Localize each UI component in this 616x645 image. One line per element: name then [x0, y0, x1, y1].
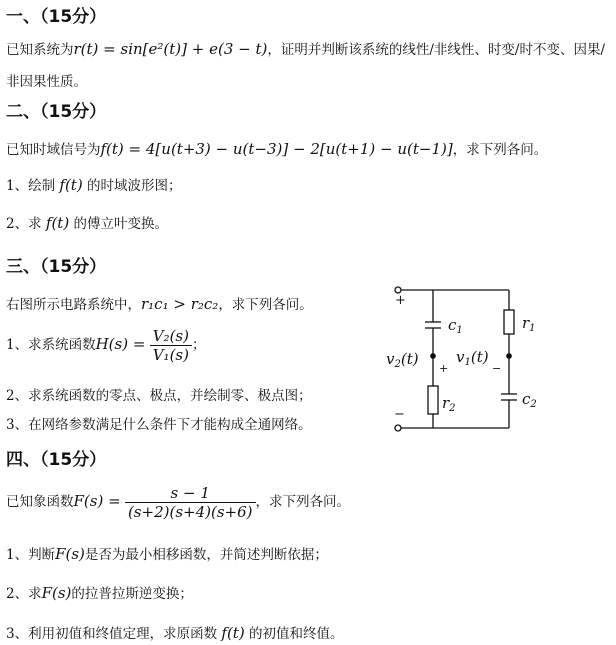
- r2-resistor: [428, 386, 438, 414]
- q2-item-1: [6, 174, 181, 194]
- q3-item1-prefix: 1、求系统函数: [6, 337, 96, 353]
- q2-item1-prefix: 1、绘制: [6, 178, 56, 194]
- circuit-diagram: [380, 282, 540, 442]
- q4-item2-prefix: 2、求: [6, 586, 42, 602]
- q4-item-3: [6, 622, 343, 642]
- q3-transfer-fraction: [150, 327, 192, 364]
- q4-item3-prefix: 3、利用初值和终值定理，求原函数: [6, 626, 218, 642]
- q2-item2-suffix: 的傅立叶变换。: [73, 216, 168, 232]
- q2-item-2: [6, 212, 168, 232]
- q3-item1-lhs: H(s) =: [95, 335, 146, 353]
- q1-heading: 一、（15分）: [6, 7, 107, 27]
- q2-heading: 二、（15分）: [6, 102, 107, 122]
- q3-fraction-denominator: V₁(s): [152, 346, 189, 364]
- v1-minus-label: −: [492, 362, 502, 375]
- q3-item-2: 2、求系统函数的零点、极点，并绘制零、极点图；: [6, 388, 312, 404]
- q2-formula: f(t) = 4[u(t+3) − u(t−3)] − 2[u(t+1) − u(t−1)]: [100, 140, 453, 158]
- q3-intro: 右图所示电路系统中，: [6, 297, 141, 313]
- q4-tail: ，求下列各问。: [255, 494, 350, 510]
- q4-fraction-numerator: s − 1: [125, 484, 256, 503]
- q4-item3-suffix: 的初值和终值。: [248, 626, 344, 642]
- q2-item2-prefix: 2、求: [6, 216, 42, 232]
- q1-line1-rest: ，证明并判断该系统的线性/非线性、时变/时不变、因果/: [267, 42, 606, 58]
- c2-label: $c_2$: [522, 390, 537, 410]
- q4-fraction: [125, 484, 256, 521]
- q4-item-2: [6, 582, 193, 602]
- q3-heading: 三、（15分）: [6, 257, 107, 277]
- q1-line1: [6, 38, 605, 58]
- terminal-bottom-left: [395, 425, 401, 431]
- q4-item1-prefix: 1、判断: [6, 547, 56, 563]
- q2-item1-math: f(t): [59, 176, 83, 194]
- q3-tail: ，求下列各问。: [218, 297, 313, 313]
- terminal-minus-label: −: [394, 407, 405, 422]
- q4-item-1: [6, 543, 328, 563]
- v2-label: $v_2(t)$: [386, 350, 419, 370]
- left-mid-node: [431, 354, 435, 358]
- q3-fraction-numerator: V₂(s): [150, 327, 192, 346]
- q4-statement: [6, 484, 350, 521]
- q2-tail: ，求下列各问。: [452, 142, 548, 158]
- c1-label: $c_1$: [448, 316, 463, 336]
- v1-label: $v_1(t)$: [456, 348, 489, 368]
- right-mid-node: [507, 354, 511, 358]
- q4-item1-math: F(s): [55, 545, 85, 563]
- q2-item1-suffix: 的时域波形图；: [86, 178, 182, 194]
- q4-lhs: F(s) =: [73, 492, 121, 510]
- q3-item-1: [6, 327, 205, 364]
- r1-label: $r_1$: [522, 314, 536, 334]
- q2-item2-math: f(t): [45, 214, 70, 232]
- q4-item2-suffix: 的拉普拉斯逆变换；: [71, 586, 193, 602]
- q1-intro: 已知系统为: [6, 42, 74, 58]
- q3-item1-end: ；: [191, 337, 206, 353]
- q2-intro: 已知时域信号为: [6, 142, 101, 158]
- q3-item-3: 3、在网络参数满足什么条件下才能构成全通网络。: [6, 417, 312, 433]
- q4-fraction-denominator: (s+2)(s+4)(s+6): [127, 503, 253, 521]
- q1-formula: r(t) = sin[e²(t)] + e(3 − t): [73, 40, 268, 58]
- q4-heading: 四、（15分）: [6, 450, 107, 470]
- r2-label: $r_2$: [442, 394, 456, 414]
- q4-intro: 已知象函数: [6, 494, 74, 510]
- r1-resistor: [504, 310, 514, 334]
- q3-statement: [6, 293, 313, 313]
- q2-statement: [6, 138, 547, 158]
- v1-plus-label: +: [439, 362, 449, 375]
- q4-item3-math: f(t): [221, 624, 245, 642]
- q4-item2-math: F(s): [41, 584, 72, 602]
- q4-item1-suffix: 是否为最小相移函数，并简述判断依据；: [84, 547, 328, 563]
- terminal-plus-label: +: [395, 293, 406, 308]
- q3-condition: r₁c₁ > r₂c₂: [141, 295, 219, 313]
- q1-line2: 非因果性质。: [6, 74, 87, 90]
